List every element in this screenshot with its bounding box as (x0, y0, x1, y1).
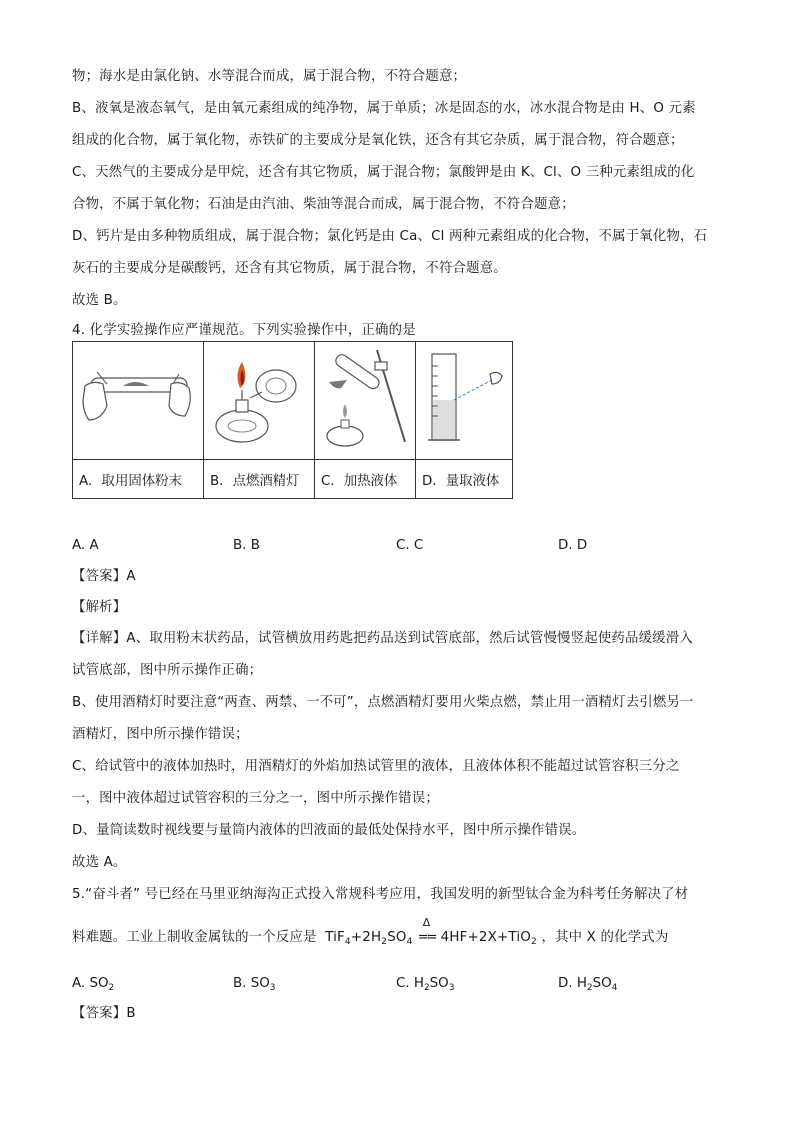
answer-label: 【答案】 (72, 569, 127, 584)
q5-option-a: A. $SO_2$ (72, 976, 115, 993)
caption-b: B．点燃酒精灯 (204, 460, 315, 499)
q5-answer (72, 1005, 136, 1023)
powder-tube-figure (73, 342, 204, 460)
q3-a-tail: 物；海水是由氯化钠、水等混合而成，属于混合物，不符合题意； (72, 69, 467, 84)
q4-detail-d-1: D、量筒读数时视线要与量筒内液体的凹液面的最低处保持水平，图中所示操作错误。 (72, 823, 586, 838)
q4-option-d: D. D (558, 538, 588, 553)
q3-b-line-2: 组成的化合物，属于氧化物，赤铁矿的主要成分是氧化铁，还含有其它杂质，属于混合物，符合题意； (72, 133, 684, 148)
heat-figure (315, 342, 416, 460)
measure-figure (416, 342, 513, 460)
q4-detail-a-1 (72, 630, 693, 648)
q4-detail-a-2: 试管底部，图中所示操作正确； (72, 663, 263, 678)
caption-c: C．加热液体 (315, 460, 416, 499)
detail-label: 【详解】 (72, 631, 127, 646)
q4-choose: 故选 A。 (72, 855, 127, 870)
q3-d-line-2: 灰石的主要成分是碳酸钙，还含有其它物质，属于混合物，不符合题意。 (72, 261, 507, 276)
q4-detail-b-2: 酒精灯，图中所示操作错误； (72, 727, 249, 742)
graduated-cylinder-icon (416, 342, 512, 455)
q3-d-line-1: D、钙片是由多种物质组成，属于混合物；氯化钙是由 Ca、Cl 两种元素组成的化合物，不属于氧化物，石 (72, 229, 708, 244)
q4-option-b: B. B (233, 538, 260, 553)
q4-detail-b-1: B、使用酒精灯时要注意“两查、两禁、一不可”，点燃酒精灯要用火柴点燃，禁止用一酒精灯去引燃另一 (72, 695, 694, 710)
caption-d: D．量取液体 (416, 460, 513, 499)
q5-option-c: C. $H_2SO_3$ (396, 976, 455, 993)
reaction-equation: $TiF_4+2H_2SO_4$ Δ == 4HF+2X+TiO$_2$ (325, 916, 537, 947)
q4-stem: 4. 化学实验操作应严谨规范。下列实验操作中，正确的是 (72, 323, 416, 338)
q5-stem-text-a: 料难题。工业上制收金属钛的一个反应是 (72, 930, 317, 945)
q4-option-a: A. A (72, 538, 99, 553)
test-tube-hands-icon (73, 342, 203, 455)
heating-liquid-icon (315, 342, 415, 455)
alcohol-lamp-icon (204, 342, 314, 455)
q5-option-d: D. $H_2SO_4$ (558, 976, 618, 993)
q5-option-b: B. $SO_3$ (233, 976, 276, 993)
q4-answer (72, 568, 136, 586)
q4-detail-c-2: 一，图中液体超过试管容积的三分之一，图中所示操作错误； (72, 791, 439, 806)
answer-label: 【答案】 (72, 1006, 127, 1021)
q3-choose: 故选 B。 (72, 293, 127, 308)
q5-stem-line-2 (72, 916, 669, 947)
heat-condition: Δ == (417, 916, 436, 945)
lamp-figure (204, 342, 315, 460)
q4-analysis-label: 【解析】 (72, 600, 127, 615)
q5-stem-text-b: ，其中 X 的化学式为 (541, 930, 669, 945)
caption-a: A．取用固体粉末 (73, 460, 204, 499)
answer-value: A (126, 569, 136, 584)
q4-detail-c-1: C、给试管中的液体加热时，用酒精灯的外焰加热试管里的液体，且液体体积不能超过试管容积三分之 (72, 759, 680, 774)
q5-stem-line-1: 5.“奋斗者” 号已经在马里亚纳海沟正式投入常规科考应用，我国发明的新型钛合金为科考任务解决了材 (72, 887, 689, 902)
detail-a-text: A、取用粉末状药品，试管横放用药匙把药品送到试管底部，然后试管慢慢竖起使药品缓缓滑入 (126, 631, 693, 646)
q3-c-line-2: 合物，不属于氧化物；石油是由汽油、柴油等混合而成，属于混合物，不符合题意； (72, 197, 575, 212)
q4-operations-table (72, 341, 513, 499)
q4-option-c: C. C (396, 538, 424, 553)
q3-b-line-1: B、液氧是液态氧气，是由氧元素组成的纯净物，属于单质；冰是固态的水，冰水混合物是由 H、O 元素 (72, 101, 696, 116)
answer-value: B (126, 1006, 136, 1021)
q3-c-line-1: C、天然气的主要成分是甲烷，还含有其它物质，属于混合物；氯酸钾是由 K、Cl、O 三种元素组成的化 (72, 165, 695, 180)
